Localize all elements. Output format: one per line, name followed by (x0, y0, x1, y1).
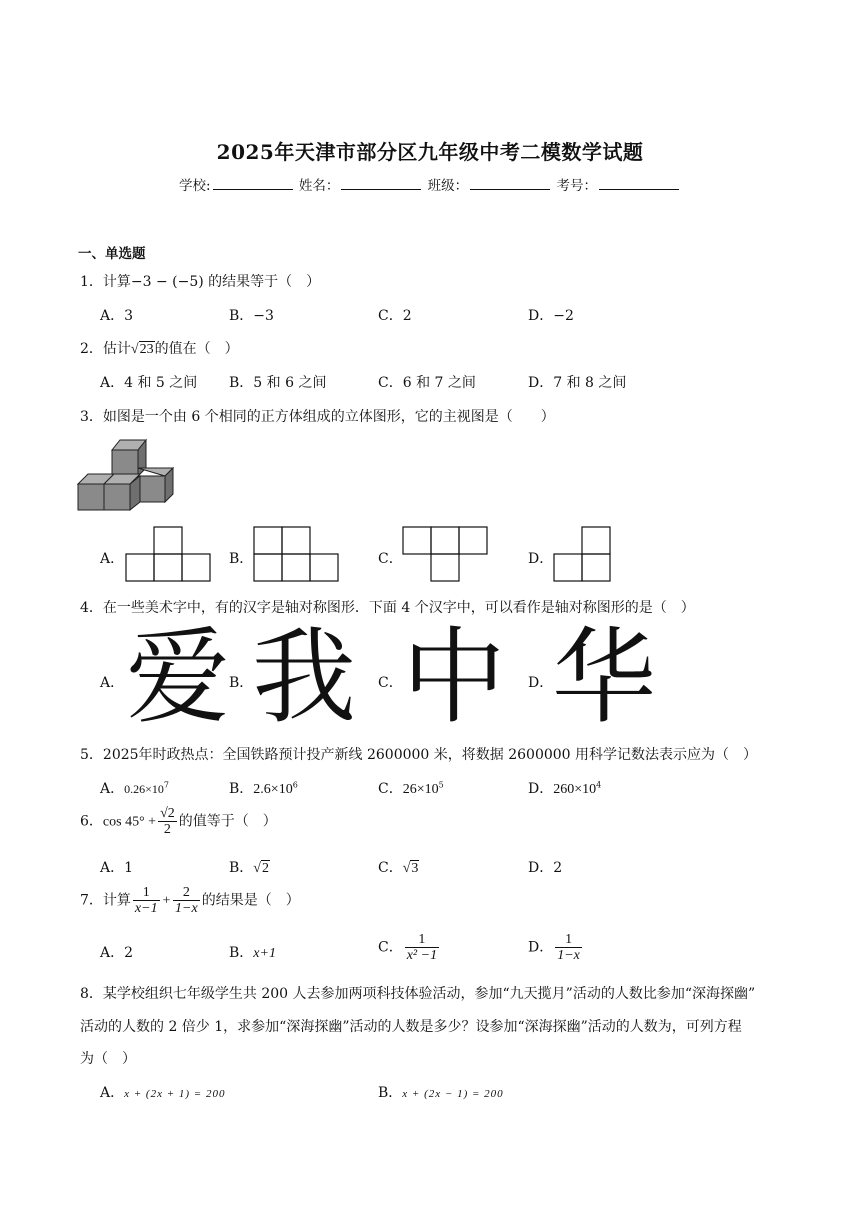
q2-option-b: B．5 和 6 之间 (229, 375, 327, 391)
q7-option-c (378, 932, 441, 963)
q5-c-exp: 5 (438, 780, 444, 790)
question-6-stem (80, 806, 277, 837)
q6-option-c (378, 857, 419, 877)
question-8-line-3: 为（ ） (80, 1051, 136, 1067)
q1-option-b: B．−3 (229, 308, 274, 324)
question-2-stem (80, 338, 239, 358)
q5-option-a (100, 778, 169, 798)
q2-pre: 2．估计 (80, 341, 131, 357)
q7-fraction-1 (133, 885, 160, 916)
q5-b-exp: 6 (292, 780, 298, 790)
q6-post: 的值等于（ ） (178, 813, 277, 830)
q7-c-num: 1 (405, 932, 439, 948)
q7-option-d (528, 932, 584, 963)
q7-b-label: B． (229, 945, 254, 961)
q6-c-label: C． (378, 860, 403, 876)
q7-c-den: x² −1 (406, 948, 438, 963)
q5-c-base: 26×10 (402, 782, 439, 797)
q6-option-d: D．2 (528, 860, 563, 876)
q4-char-c: 中 (402, 616, 507, 738)
q7-post: 的结果是（ ） (201, 892, 300, 909)
q2-option-a: A．4 和 5 之间 (100, 375, 198, 391)
school-blank (213, 177, 293, 190)
q8-a-label: A． (100, 1085, 125, 1101)
q6-fraction (158, 806, 177, 837)
q5-a-base: 0.26×10 (124, 782, 164, 796)
q8-b-label: B． (378, 1085, 403, 1101)
q5-a-exp: 7 (163, 780, 169, 790)
q6-b-label: B． (229, 860, 254, 876)
q4-char-d: 华 (552, 616, 657, 738)
q5-option-b (229, 778, 298, 798)
q1-option-c: C．2 (378, 308, 412, 324)
school-label: 学校: (179, 178, 211, 194)
q3-option-c: C． (378, 551, 403, 567)
question-8-line-1: 8．某学校组织七年级学生共 200 人去参加两项科技体验活动，参加“九天揽月”活动的人数比参加“深海探幽” (80, 986, 756, 1002)
q7-f2-num: 2 (173, 885, 200, 901)
q7-d-den: 1−x (557, 948, 580, 963)
q7-fraction-2 (173, 885, 200, 916)
q7-d-num: 1 (555, 932, 582, 948)
class-label: 班级： (427, 178, 469, 194)
question-7-stem (80, 885, 300, 916)
q2-radicand: 23 (139, 342, 154, 357)
q4-option-c: C． (378, 675, 403, 691)
q6-c-radicand: 3 (411, 861, 419, 876)
q4-option-b: B． (229, 675, 254, 691)
q8-option-a (100, 1082, 225, 1102)
q7-plus: + (161, 893, 172, 909)
q5-option-d (528, 778, 601, 798)
q3-option-d-figure (553, 526, 613, 582)
q6-pre: 6． (80, 813, 103, 830)
q5-a-label: A． (100, 781, 125, 797)
q5-d-base: 260×10 (553, 782, 597, 797)
q7-b-expr: x+1 (253, 946, 276, 961)
q5-b-label: B． (229, 781, 254, 797)
q6-option-a: A．1 (100, 860, 134, 876)
q1-option-d: D．−2 (528, 308, 574, 324)
q7-f2-den: 1−x (175, 901, 198, 916)
q6-option-b (229, 857, 270, 877)
q8-b-equation: x + (2x − 1) = 200 (402, 1088, 504, 1100)
q6-cos: cos 45° + (102, 814, 157, 830)
q2-sqrt: √23 (130, 342, 154, 357)
q7-d-fraction (555, 932, 582, 963)
q6-num: √2 (160, 806, 175, 821)
q6-den: 2 (163, 822, 171, 837)
q7-c-label: C． (378, 939, 403, 956)
question-4-stem: 4．在一些美术字中，有的汉字是轴对称图形．下面 4 个汉字中，可以看作是轴对称图形的是（ ） (80, 600, 695, 616)
name-blank (341, 177, 421, 190)
section-heading: 一、单选题 (78, 246, 146, 262)
q3-solid-figure (76, 438, 180, 512)
q5-b-base: 2.6×10 (253, 782, 293, 797)
q8-a-equation: x + (2x + 1) = 200 (124, 1088, 226, 1100)
q3-option-b: B． (229, 551, 254, 567)
q6-b-radicand: 2 (261, 861, 269, 876)
q2-post: 的值在（ ） (154, 341, 239, 357)
q7-f1-den: x−1 (134, 901, 158, 916)
question-3-stem: 3．如图是一个由 6 个相同的正方体组成的立体图形，它的主视图是（ ） (80, 409, 555, 425)
q4-char-a: 爱 (126, 616, 231, 738)
q6-b-sqrt: √2 (253, 861, 269, 876)
q7-option-b (229, 942, 276, 962)
page-title: 2025年天津市部分区九年级中考二模数学试题 (216, 140, 644, 164)
q5-option-c (378, 778, 444, 798)
q5-d-label: D． (528, 781, 554, 797)
exam-no-label: 考号： (556, 178, 597, 194)
q4-char-b: 我 (252, 616, 357, 738)
q6-c-sqrt: √3 (402, 861, 419, 876)
q5-d-exp: 4 (596, 780, 602, 790)
q3-option-b-figure (253, 526, 339, 582)
q3-option-c-figure (402, 526, 488, 582)
q7-f1-num: 1 (133, 885, 160, 901)
name-label: 姓名： (298, 178, 340, 194)
q2-option-c: C．6 和 7 之间 (378, 375, 476, 391)
q3-option-d: D． (528, 551, 554, 567)
q1-option-a: A．3 (100, 308, 134, 324)
question-1-stem: 1．计算−3 − (−5) 的结果等于（ ） (80, 274, 321, 290)
q4-option-a: A． (100, 675, 125, 691)
q8-option-b (378, 1082, 504, 1102)
q7-pre: 7．计算 (80, 892, 131, 909)
exam-no-blank (599, 177, 679, 190)
q3-option-a: A． (100, 551, 125, 567)
student-info-line (0, 174, 860, 194)
q7-c-fraction (405, 932, 439, 963)
class-blank (470, 177, 550, 190)
q5-c-label: C． (378, 781, 403, 797)
q2-option-d: D．7 和 8 之间 (528, 375, 627, 391)
q3-option-a-figure (125, 526, 211, 582)
q7-d-label: D． (528, 939, 554, 956)
q7-option-a: A．2 (100, 945, 134, 961)
q4-option-d: D． (528, 675, 554, 691)
question-8-line-2: 活动的人数的 2 倍少 1，求参加“深海探幽”活动的人数是多少？设参加“深海探幽”活动的人数为，可列方程 (80, 1019, 742, 1035)
question-5-stem: 5．2025年时政热点：全国铁路预计投产新线 2600000 米，将数据 2600000 用科学记数法表示应为（ ） (80, 747, 758, 763)
